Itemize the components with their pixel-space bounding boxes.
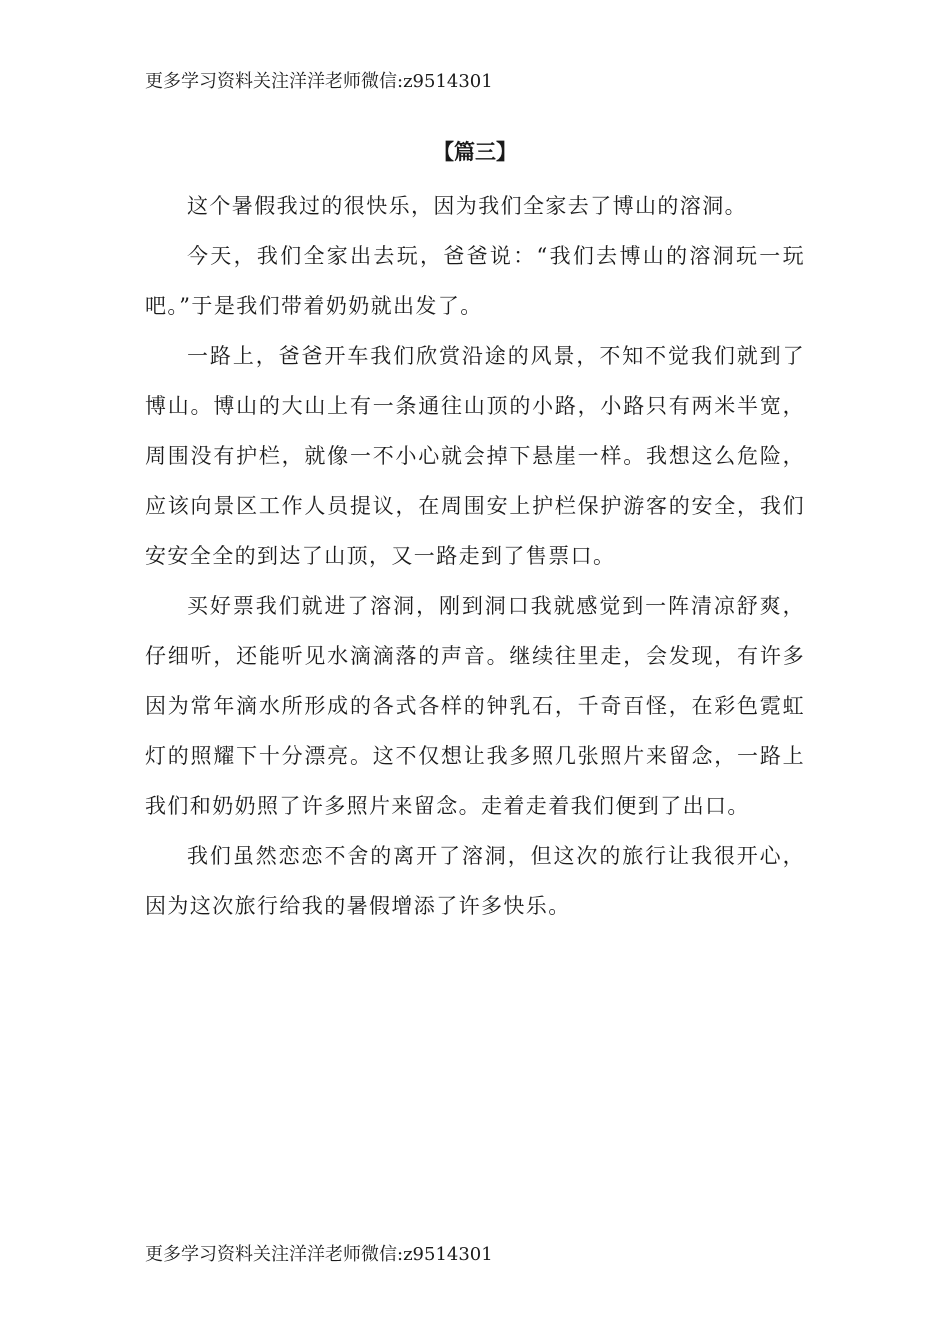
paragraph-5: 我们虽然恋恋不舍的离开了溶洞，但这次的旅行让我很开心，因为这次旅行给我的暑假增添了许多快乐。: [145, 844, 805, 918]
body-text: [145, 181, 805, 931]
footer-note: 更多学习资料关注洋洋老师微信:z9514301: [145, 1244, 493, 1265]
header-note: 更多学习资料关注洋洋老师微信:z9514301: [145, 71, 493, 92]
paragraph-3: 一路上，爸爸开车我们欣赏沿途的风景，不知不觉我们就到了博山。博山的大山上有一条通往山顶的小路，小路只有两米半宽，周围没有护栏，就像一不小心就会掉下悬崖一样。我想这么危险，应该向景区工作人员提议，在周围安上护栏保护游客的安全，我们安安全全的到达了山顶，又一路走到了售票口。: [145, 344, 805, 568]
paragraph-4: 买好票我们就进了溶洞，刚到洞口我就感觉到一阵清凉舒爽，仔细听，还能听见水滴滴落的声音。继续往里走，会发现，有许多因为常年滴水所形成的各式各样的钟乳石，千奇百怪，在彩色霓虹灯的照耀下十分漂亮。这不仅想让我多照几张照片来留念，一路上我们和奶奶照了许多照片来留念。走着走着我们便到了出口。: [145, 594, 805, 818]
paragraph-2: 今天，我们全家出去玩，爸爸说：“我们去博山的溶洞玩一玩吧。”于是我们带着奶奶就出发了。: [145, 244, 805, 318]
document-title: 【篇三】: [433, 139, 517, 164]
paragraph-1: 这个暑假我过的很快乐，因为我们全家去了博山的溶洞。: [187, 194, 747, 218]
